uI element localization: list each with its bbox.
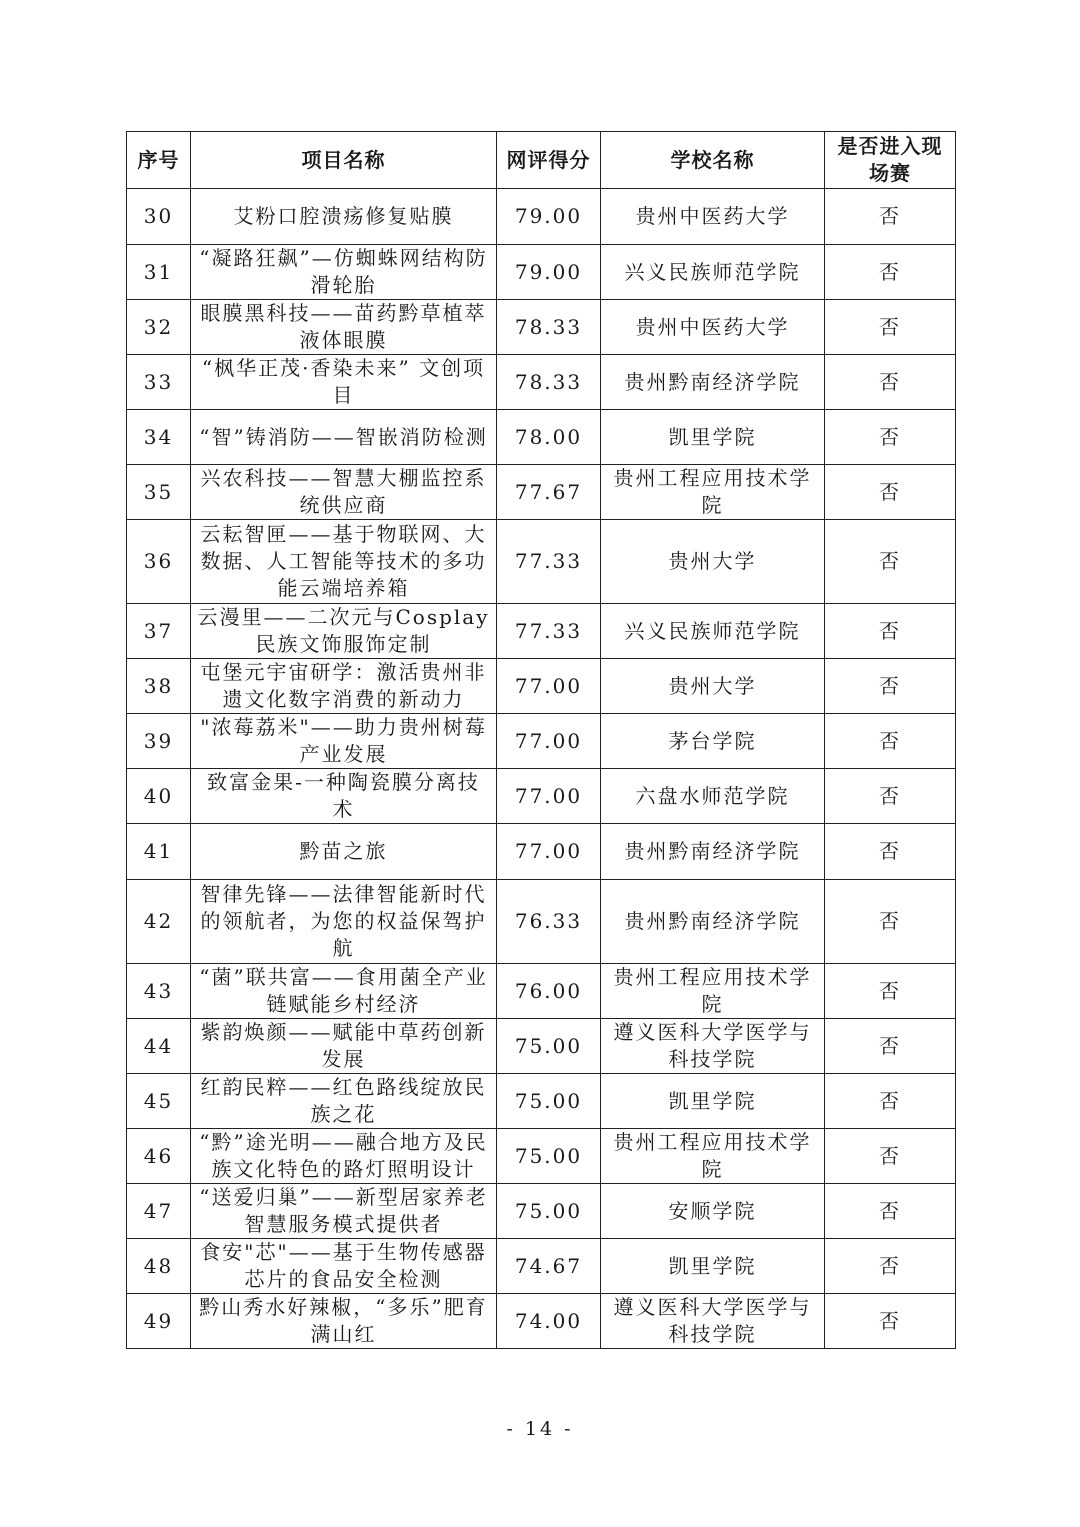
advance-status: 否 bbox=[825, 520, 956, 604]
score: 75.00 bbox=[497, 1184, 601, 1239]
row-number: 35 bbox=[127, 465, 191, 520]
advance-status: 否 bbox=[825, 189, 956, 245]
header-row bbox=[127, 132, 956, 189]
row-number: 41 bbox=[127, 824, 191, 880]
table-row bbox=[127, 300, 956, 355]
school-name: 贵州大学 bbox=[601, 659, 825, 714]
project-name: 致富金果-一种陶瓷膜分离技术 bbox=[191, 769, 497, 824]
row-number: 44 bbox=[127, 1019, 191, 1074]
school-name: 贵州中医药大学 bbox=[601, 300, 825, 355]
school-name: 贵州中医药大学 bbox=[601, 189, 825, 245]
school-name: 贵州黔南经济学院 bbox=[601, 824, 825, 880]
school-name: 贵州工程应用技术学院 bbox=[601, 465, 825, 520]
advance-status: 否 bbox=[825, 824, 956, 880]
school-name: 茅台学院 bbox=[601, 714, 825, 769]
table-row bbox=[127, 245, 956, 300]
school-name: 兴义民族师范学院 bbox=[601, 245, 825, 300]
header-project: 项目名称 bbox=[191, 132, 497, 189]
school-name: 凯里学院 bbox=[601, 410, 825, 465]
header-advance: 是否进入现场赛 bbox=[825, 132, 956, 189]
advance-status: 否 bbox=[825, 604, 956, 659]
row-number: 30 bbox=[127, 189, 191, 245]
score: 77.33 bbox=[497, 520, 601, 604]
row-number: 31 bbox=[127, 245, 191, 300]
school-name: 贵州黔南经济学院 bbox=[601, 880, 825, 964]
advance-status: 否 bbox=[825, 1129, 956, 1184]
table-row bbox=[127, 1074, 956, 1129]
advance-status: 否 bbox=[825, 964, 956, 1019]
score: 75.00 bbox=[497, 1019, 601, 1074]
table-row bbox=[127, 659, 956, 714]
school-name: 遵义医科大学医学与科技学院 bbox=[601, 1294, 825, 1349]
row-number: 48 bbox=[127, 1239, 191, 1294]
table-row bbox=[127, 964, 956, 1019]
score: 77.33 bbox=[497, 604, 601, 659]
advance-status: 否 bbox=[825, 880, 956, 964]
table-row bbox=[127, 1129, 956, 1184]
project-name: “凝路狂飙”—仿蜘蛛网结构防滑轮胎 bbox=[191, 245, 497, 300]
advance-status: 否 bbox=[825, 410, 956, 465]
score: 74.67 bbox=[497, 1239, 601, 1294]
project-name: “菌”联共富——食用菌全产业链赋能乡村经济 bbox=[191, 964, 497, 1019]
table-row bbox=[127, 824, 956, 880]
row-number: 42 bbox=[127, 880, 191, 964]
table-row bbox=[127, 714, 956, 769]
row-number: 45 bbox=[127, 1074, 191, 1129]
school-name: 安顺学院 bbox=[601, 1184, 825, 1239]
school-name: 凯里学院 bbox=[601, 1239, 825, 1294]
advance-status: 否 bbox=[825, 355, 956, 410]
school-name: 兴义民族师范学院 bbox=[601, 604, 825, 659]
row-number: 33 bbox=[127, 355, 191, 410]
table-row bbox=[127, 520, 956, 604]
results-table bbox=[126, 131, 956, 1349]
score: 77.00 bbox=[497, 769, 601, 824]
header-no: 序号 bbox=[127, 132, 191, 189]
school-name: 贵州大学 bbox=[601, 520, 825, 604]
project-name: 云漫里——二次元与Cosplay民族文饰服饰定制 bbox=[191, 604, 497, 659]
school-name: 贵州工程应用技术学院 bbox=[601, 1129, 825, 1184]
advance-status: 否 bbox=[825, 245, 956, 300]
project-name: 食安"芯"——基于生物传感器芯片的食品安全检测 bbox=[191, 1239, 497, 1294]
project-name: 红韵民粹——红色路线绽放民族之花 bbox=[191, 1074, 497, 1129]
project-name: “送爱归巢”——新型居家养老智慧服务模式提供者 bbox=[191, 1184, 497, 1239]
table-row bbox=[127, 355, 956, 410]
score: 76.00 bbox=[497, 964, 601, 1019]
project-name: 眼膜黑科技——苗药黔草植萃液体眼膜 bbox=[191, 300, 497, 355]
project-name: 黔苗之旅 bbox=[191, 824, 497, 880]
header-school: 学校名称 bbox=[601, 132, 825, 189]
table-row bbox=[127, 1019, 956, 1074]
score: 79.00 bbox=[497, 245, 601, 300]
school-name: 遵义医科大学医学与科技学院 bbox=[601, 1019, 825, 1074]
score: 77.00 bbox=[497, 659, 601, 714]
score: 77.00 bbox=[497, 824, 601, 880]
score: 75.00 bbox=[497, 1129, 601, 1184]
row-number: 32 bbox=[127, 300, 191, 355]
advance-status: 否 bbox=[825, 1294, 956, 1349]
advance-status: 否 bbox=[825, 1239, 956, 1294]
advance-status: 否 bbox=[825, 659, 956, 714]
row-number: 46 bbox=[127, 1129, 191, 1184]
score: 75.00 bbox=[497, 1074, 601, 1129]
project-name: 兴农科技——智慧大棚监控系统供应商 bbox=[191, 465, 497, 520]
school-name: 贵州黔南经济学院 bbox=[601, 355, 825, 410]
advance-status: 否 bbox=[825, 714, 956, 769]
project-name: “黔”途光明——融合地方及民族文化特色的路灯照明设计 bbox=[191, 1129, 497, 1184]
score: 78.33 bbox=[497, 300, 601, 355]
project-name: “枫华正茂·香染未来” 文创项目 bbox=[191, 355, 497, 410]
score: 79.00 bbox=[497, 189, 601, 245]
school-name: 凯里学院 bbox=[601, 1074, 825, 1129]
row-number: 36 bbox=[127, 520, 191, 604]
advance-status: 否 bbox=[825, 1184, 956, 1239]
row-number: 39 bbox=[127, 714, 191, 769]
row-number: 37 bbox=[127, 604, 191, 659]
project-name: 云耘智匣——基于物联网、大数据、人工智能等技术的多功能云端培养箱 bbox=[191, 520, 497, 604]
advance-status: 否 bbox=[825, 300, 956, 355]
score: 74.00 bbox=[497, 1294, 601, 1349]
project-name: 艾粉口腔溃疡修复贴膜 bbox=[191, 189, 497, 245]
advance-status: 否 bbox=[825, 1019, 956, 1074]
project-name: 智律先锋——法律智能新时代的领航者，为您的权益保驾护航 bbox=[191, 880, 497, 964]
project-name: 黔山秀水好辣椒，“多乐”肥育满山红 bbox=[191, 1294, 497, 1349]
score: 77.00 bbox=[497, 714, 601, 769]
row-number: 49 bbox=[127, 1294, 191, 1349]
table-row bbox=[127, 410, 956, 465]
table-row bbox=[127, 769, 956, 824]
table-row bbox=[127, 465, 956, 520]
score: 76.33 bbox=[497, 880, 601, 964]
table-row bbox=[127, 189, 956, 245]
advance-status: 否 bbox=[825, 1074, 956, 1129]
project-name: “智”铸消防——智嵌消防检测 bbox=[191, 410, 497, 465]
row-number: 38 bbox=[127, 659, 191, 714]
row-number: 43 bbox=[127, 964, 191, 1019]
score: 78.00 bbox=[497, 410, 601, 465]
school-name: 贵州工程应用技术学院 bbox=[601, 964, 825, 1019]
project-name: "浓莓荔米"——助力贵州树莓产业发展 bbox=[191, 714, 497, 769]
school-name: 六盘水师范学院 bbox=[601, 769, 825, 824]
table-row bbox=[127, 1239, 956, 1294]
header-score: 网评得分 bbox=[497, 132, 601, 189]
score: 78.33 bbox=[497, 355, 601, 410]
row-number: 40 bbox=[127, 769, 191, 824]
advance-status: 否 bbox=[825, 769, 956, 824]
table-row bbox=[127, 1184, 956, 1239]
table-row bbox=[127, 880, 956, 964]
table-row bbox=[127, 1294, 956, 1349]
project-name: 屯堡元宇宙研学：激活贵州非遗文化数字消费的新动力 bbox=[191, 659, 497, 714]
row-number: 34 bbox=[127, 410, 191, 465]
project-name: 紫韵焕颜——赋能中草药创新发展 bbox=[191, 1019, 497, 1074]
row-number: 47 bbox=[127, 1184, 191, 1239]
score: 77.67 bbox=[497, 465, 601, 520]
page-number: - 14 - bbox=[506, 1418, 574, 1440]
table-row bbox=[127, 604, 956, 659]
advance-status: 否 bbox=[825, 465, 956, 520]
